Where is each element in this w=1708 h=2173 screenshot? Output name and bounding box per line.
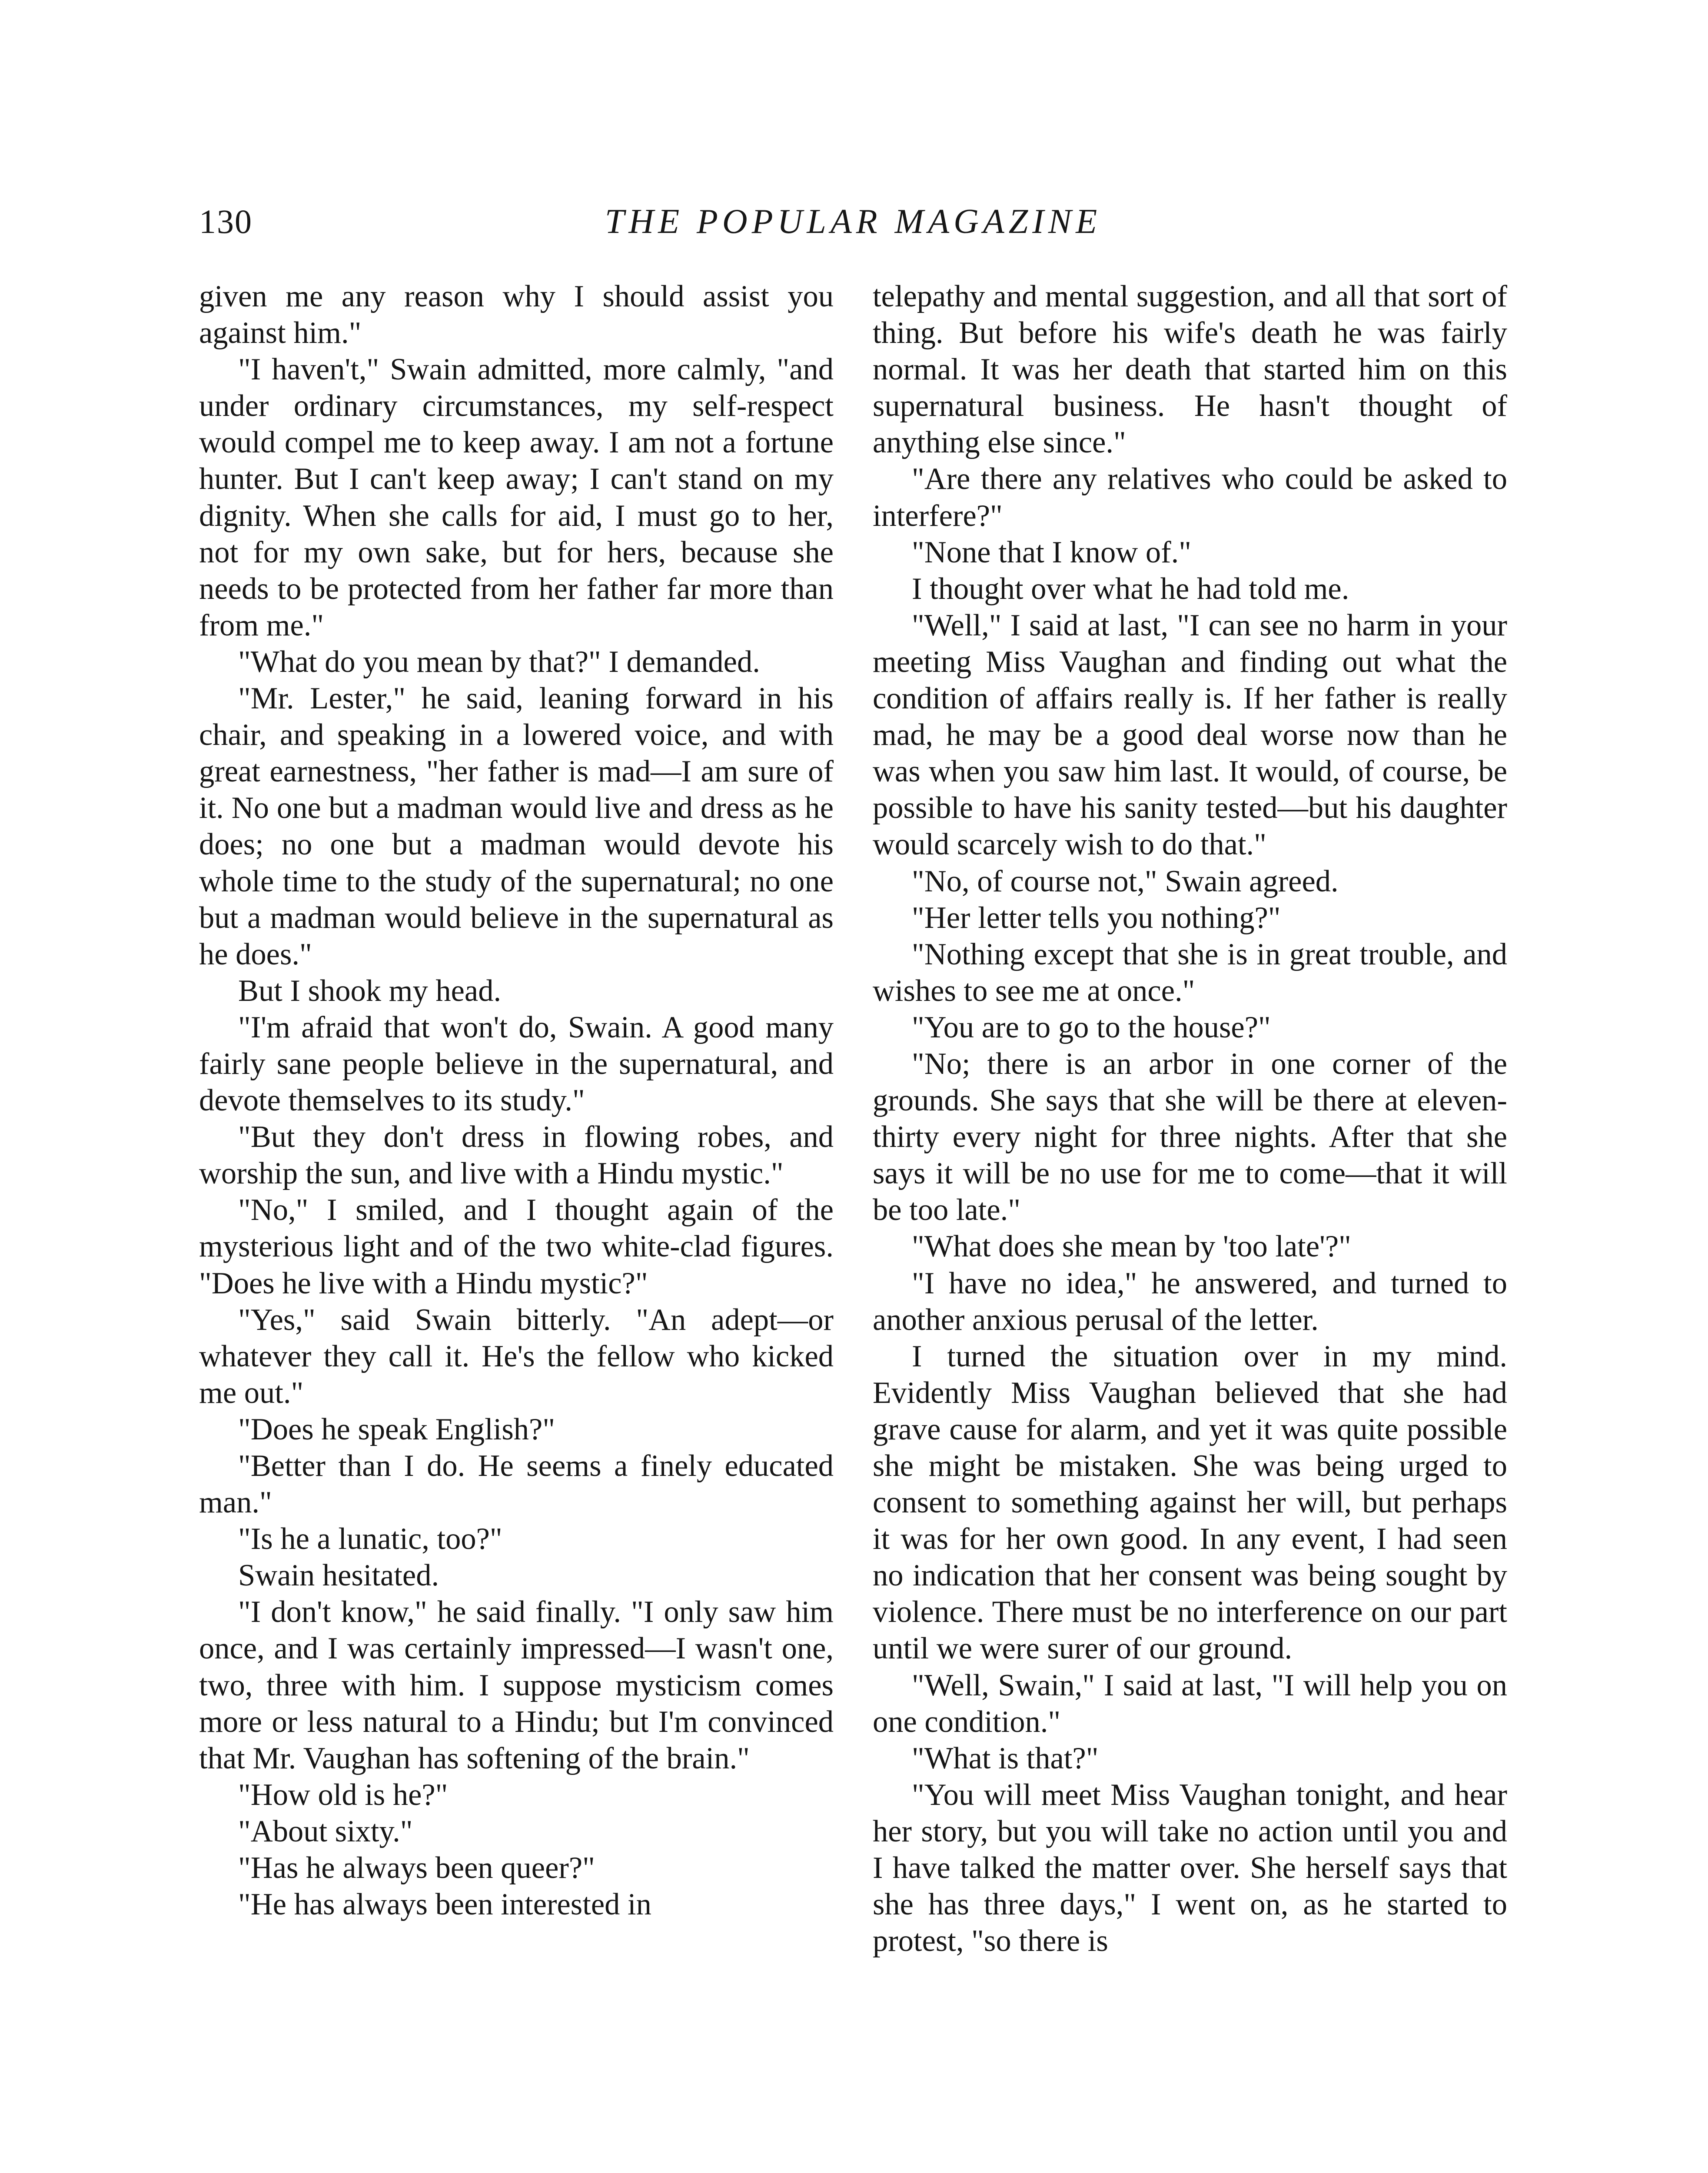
page-number: 130 bbox=[199, 203, 253, 240]
right-text-column bbox=[873, 278, 1507, 1959]
paragraph: Swain hesitated. bbox=[238, 1558, 439, 1593]
paragraph: "Has he always been queer?" bbox=[238, 1851, 595, 1885]
page-header bbox=[199, 198, 1507, 246]
paragraph: "Better than I do. He seems a finely educated man." bbox=[199, 1449, 834, 1520]
paragraph: "But they don't dress in flowing robes, and worship the sun, and live with a Hindu mystic." bbox=[199, 1120, 834, 1191]
paragraph: "Does he speak English?" bbox=[238, 1412, 555, 1446]
paragraph: given me any reason why I should assist you against him." bbox=[199, 279, 834, 350]
paragraph: "None that I know of." bbox=[912, 535, 1191, 569]
paragraph: "Her letter tells you nothing?" bbox=[912, 900, 1281, 935]
paragraph: "He has always been interested in bbox=[238, 1887, 651, 1922]
paragraph: "I'm afraid that won't do, Swain. A good many fairly sane people believe in the supernatural, and devote themselves to its study." bbox=[199, 1010, 834, 1118]
paragraph: "Well," I said at last, "I can see no harm in your meeting Miss Vaughan and finding out what the condition of affairs really is. If her father is really mad, he may be a good deal worse now than he was when you saw him last. It would, of course, be possible to have his sanity tested—but his daughter would scarcely wish to do that." bbox=[873, 608, 1507, 862]
paragraph: "No; there is an arbor in one corner of the grounds. She says that she will be there at eleven-thirty every night for three nights. After that she says it will be no use for me to come—that it will be too late." bbox=[873, 1047, 1507, 1227]
paragraph: "What does she mean by 'too late'?" bbox=[912, 1229, 1351, 1264]
paragraph: "About sixty." bbox=[238, 1814, 413, 1848]
left-text-column bbox=[199, 278, 834, 1923]
paragraph: I thought over what he had told me. bbox=[912, 571, 1349, 606]
paragraph: "Yes," said Swain bitterly. "An adept—or whatever they call it. He's the fellow who kicked me out." bbox=[199, 1302, 834, 1410]
paragraph: "You are to go to the house?" bbox=[912, 1010, 1271, 1044]
paragraph: "Are there any relatives who could be asked to interfere?" bbox=[873, 462, 1507, 533]
paragraph: But I shook my head. bbox=[238, 974, 502, 1008]
paragraph: I turned the situation over in my mind. Evidently Miss Vaughan believed that she had grave cause for alarm, and yet it was quite possible she might be mistaken. She was being urged to consent to something against her will, but perhaps it was for her own good. In any event, I had seen no indication that her consent was being sought by violence. There must be no interference on our part until we were surer of our ground. bbox=[873, 1339, 1507, 1666]
paragraph: telepathy and mental suggestion, and all that sort of thing. But before his wife's death he was fairly normal. It was her death that started him on this supernatural business. He hasn't thought of anything else since." bbox=[873, 279, 1507, 460]
paragraph: "Is he a lunatic, too?" bbox=[238, 1522, 502, 1556]
paragraph: "I haven't," Swain admitted, more calmly, "and under ordinary circumstances, my self-respect would compel me to keep away. I am not a fortune hunter. But I can't keep away; I can't stand on my dignity. When she calls for aid, I must go to her, not for my own sake, but for hers, because she needs to be protected from her father far more than from me." bbox=[199, 352, 834, 642]
paragraph: "How old is he?" bbox=[238, 1778, 448, 1812]
paragraph: "I don't know," he said finally. "I only saw him once, and I was certainly impressed—I wasn't one, two, three with him. I suppose mysticism comes more or less natural to a Hindu; but I'm convinced that Mr. Vaughan has softening of the brain." bbox=[199, 1595, 834, 1775]
paragraph: "Nothing except that she is in great trouble, and wishes to see me at once." bbox=[873, 937, 1507, 1008]
paragraph: "What do you mean by that?" I demanded. bbox=[238, 645, 760, 679]
running-title: THE POPULAR MAGAZINE bbox=[605, 203, 1102, 241]
paragraph: "No," I smiled, and I thought again of the mysterious light and of the two white-clad figures. "Does he live with a Hindu mystic?" bbox=[199, 1193, 834, 1300]
paragraph: "You will meet Miss Vaughan tonight, and hear her story, but you will take no action until you and I have talked the matter over. She herself says that she has three days," I went on, as he started to protest, "so there is bbox=[873, 1778, 1507, 1958]
paragraph: "What is that?" bbox=[912, 1741, 1099, 1775]
paragraph: "No, of course not," Swain agreed. bbox=[912, 864, 1339, 898]
paragraph: "Well, Swain," I said at last, "I will help you on one condition." bbox=[873, 1668, 1507, 1739]
paragraph: "Mr. Lester," he said, leaning forward in his chair, and speaking in a lowered voice, and with great earnestness, "her father is mad—I am sure of it. No one but a madman would live and dress as he does; no one but a madman would devote his whole time to the study of the supernatural; no one but a madman would believe in the supernatural as he does." bbox=[199, 681, 834, 971]
paragraph: "I have no idea," he answered, and turned to another anxious perusal of the letter. bbox=[873, 1266, 1507, 1337]
